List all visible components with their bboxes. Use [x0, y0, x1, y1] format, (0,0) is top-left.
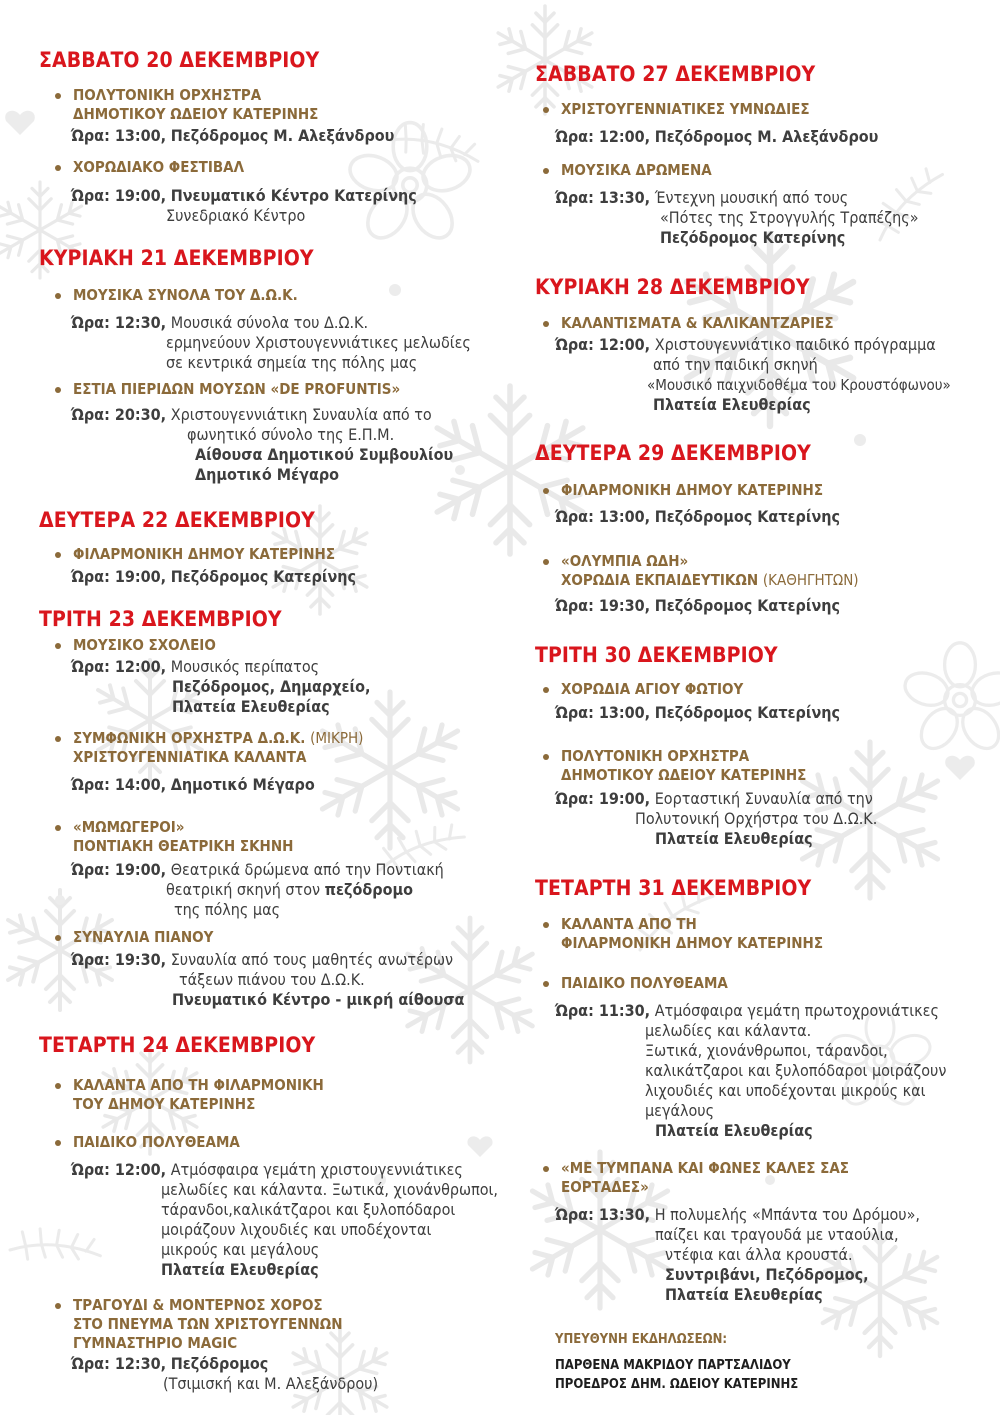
event-title: ΕΟΡΤΑΔΕΣ» — [561, 1178, 649, 1196]
time-label: Ώρα: 12:00, — [71, 657, 167, 676]
event-place: Πεζόδρομος Μ. Αλεξάνδρου — [170, 126, 395, 145]
event-time — [71, 950, 464, 1010]
signature-block — [555, 1331, 798, 1394]
day-heading: ΚΥΡΙΑΚΗ 21 ΔΕΚΕΜΒΡΙΟΥ — [39, 246, 314, 270]
time-label: Ώρα: 12:30, — [71, 313, 167, 332]
event — [53, 928, 213, 947]
event-title: ΧΡΙΣΤΟΥΓΕΝΝΙΑΤΙΚΑ ΚΑΛΑΝΤΑ — [73, 748, 307, 766]
event-title: «ΟΛΥΜΠΙΑ ΩΔΗ» — [561, 552, 689, 570]
event — [53, 545, 335, 564]
event-description: θεατρική σκηνή στον — [166, 880, 321, 899]
event-place: Πεζόδρομος, Δημαρχείο, — [172, 677, 371, 696]
event-description: μοιράζουν λιχουδιές και υποδέχονται — [161, 1220, 432, 1239]
event-description: Ατμόσφαιρα γεμάτη πρωτοχρονιάτικες — [654, 1001, 939, 1020]
event-description: Μουσικά σύνολα του Δ.Ω.Κ. — [170, 313, 369, 332]
event — [53, 86, 318, 124]
event — [53, 1133, 240, 1152]
event-time — [555, 1205, 920, 1305]
event — [53, 636, 216, 655]
event-time — [555, 188, 919, 248]
event-time — [71, 657, 370, 717]
event-description: λιχουδιές και υποδέχονται μικρούς και — [645, 1081, 926, 1100]
event-description: «Μουσικό παιχνιδοθέμα του Κρουστόφωνου» — [647, 376, 951, 394]
event-place: Πλατεία Ελευθερίας — [161, 1260, 319, 1279]
event-title: ΤΡΑΓΟΥΔΙ & ΜΟΝΤΕΡΝΟΣ ΧΟΡΟΣ — [73, 1296, 323, 1314]
event-place: Πεζόδρομος Κατερίνης — [654, 703, 841, 722]
event-time — [71, 186, 417, 206]
event-title: ΧΟΡΩΔΙΑ ΕΚΠΑΙΔΕΥΤΙΚΩΝ — [561, 571, 759, 589]
event-description: ερμηνεύουν Χριστουγεννιάτικες μελωδίες — [166, 333, 471, 352]
time-label: Ώρα: 13:00, — [555, 507, 651, 526]
time-label: Ώρα: 19:00, — [71, 186, 167, 205]
event-time — [71, 126, 394, 146]
event-description: Πολυτονική Ορχήστρα του Δ.Ω.Κ. — [635, 809, 878, 828]
event-title: ΣΥΜΦΩΝΙΚΗ ΟΡΧΗΣΤΡΑ Δ.Ω.Κ. — [73, 729, 306, 747]
event-place: Συντριβάνι, Πεζόδρομος, — [665, 1265, 869, 1284]
event-description: φωνητικό σύνολο της Ε.Π.Μ. — [187, 425, 395, 444]
event-note: (ΜΙΚΡΗ) — [310, 729, 364, 747]
time-label: Ώρα: 19:30, — [71, 950, 167, 969]
time-label: Ώρα: 13:30, — [555, 1205, 651, 1224]
time-label: Ώρα: 11:30, — [555, 1001, 651, 1020]
event-description: Εορταστική Συναυλία από την — [654, 789, 873, 808]
event-description: Συναυλία από τους μαθητές ανωτέρων — [170, 950, 454, 969]
day-heading: ΔΕΥΤΕΡΑ 22 ΔΕΚΕΜΒΡΙΟΥ — [39, 508, 315, 532]
event-description: τάξεων πιάνου του Δ.Ω.Κ. — [179, 970, 365, 989]
event — [541, 481, 823, 500]
event-title: ΚΑΛΑΝΤΙΣΜΑΤΑ & ΚΑΛΙΚΑΝΤΖΑΡΙΕΣ — [561, 314, 834, 332]
event-place: Πλατεία Ελευθερίας — [172, 697, 330, 716]
event — [541, 1159, 849, 1197]
event — [53, 1296, 343, 1353]
event-time — [71, 1354, 378, 1394]
event-time — [71, 405, 453, 485]
event — [53, 286, 298, 305]
event-place: Πλατεία Ελευθερίας — [655, 829, 813, 848]
time-label: Ώρα: 14:00, — [71, 775, 167, 794]
event-description: Χριστουγεννιάτικο παιδικό πρόγραμμα — [654, 335, 936, 354]
event-place: Πεζόδρομος Κατερίνης — [654, 596, 841, 615]
event-title: ΔΗΜΟΤΙΚΟΥ ΩΔΕΙΟΥ ΚΑΤΕΡΙΝΗΣ — [561, 766, 807, 784]
event-place: Πλατεία Ελευθερίας — [653, 395, 811, 414]
event — [53, 1076, 324, 1114]
event-title: ΠΟΝΤΙΑΚΗ ΘΕΑΤΡΙΚΗ ΣΚΗΝΗ — [73, 837, 294, 855]
event-title: ΧΟΡΩΔΙΑ ΑΓΙΟΥ ΦΩΤΙΟΥ — [561, 680, 744, 698]
event — [541, 974, 728, 993]
event — [541, 100, 810, 119]
event-description: τάρανδοι,καλικάτζαροι και ξυλοπόδαροι — [161, 1200, 456, 1219]
event-title: ΦΙΛΑΡΜΟΝΙΚΗ ΔΗΜΟΥ ΚΑΤΕΡΙΝΗΣ — [561, 934, 824, 952]
event-description: Θεατρικά δρώμενα από την Ποντιακή — [170, 860, 444, 879]
event — [541, 552, 859, 590]
event-title: ΦΙΛΑΡΜΟΝΙΚΗ ΔΗΜΟΥ ΚΑΤΕΡΙΝΗΣ — [561, 481, 824, 499]
event-place: Πλατεία Ελευθερίας — [655, 1121, 813, 1140]
event-place: Πεζόδρομος Κατερίνης — [654, 507, 841, 526]
day-heading: ΚΥΡΙΑΚΗ 28 ΔΕΚΕΜΒΡΙΟΥ — [535, 275, 810, 299]
signature-role: ΠΡΟΕΔΡΟΣ ΔΗΜ. ΩΔΕΙΟΥ ΚΑΤΕΡΙΝΗΣ — [555, 1377, 799, 1392]
event-time — [555, 789, 877, 849]
event — [53, 158, 244, 177]
event-title: ΤΟΥ ΔΗΜΟΥ ΚΑΤΕΡΙΝΗΣ — [73, 1095, 256, 1113]
event-description: μελωδίες και κάλαντα. — [645, 1021, 812, 1040]
event — [541, 161, 712, 180]
event-place: Δημοτικό Μέγαρο — [170, 775, 315, 794]
event-description: μεγάλους — [645, 1101, 715, 1120]
event-title: ΜΟΥΣΙΚΟ ΣΧΟΛΕΙΟ — [73, 636, 216, 654]
day-heading: ΔΕΥΤΕΡΑ 29 ΔΕΚΕΜΒΡΙΟΥ — [535, 441, 811, 465]
time-label: Ώρα: 19:30, — [555, 596, 651, 615]
event-place: Πλατεία Ελευθερίας — [665, 1285, 823, 1304]
event-title: ΣΤΟ ΠΝΕΥΜΑ ΤΩΝ ΧΡΙΣΤΟΥΓΕΝΝΩΝ — [73, 1315, 343, 1333]
signature-name: ΠΑΡΘΕΝΑ ΜΑΚΡΙΔΟΥ ΠΑΡΤΣΑΛΙΔΟΥ — [555, 1358, 791, 1373]
event-title: ΜΟΥΣΙΚΑ ΣΥΝΟΛΑ ΤΟΥ Δ.Ω.Κ. — [73, 286, 298, 304]
signature-heading: ΥΠΕΥΘΥΝΗ ΕΚΔΗΛΩΣΕΩΝ: — [555, 1332, 728, 1347]
time-label: Ώρα: 20:30, — [71, 405, 167, 424]
event-description: Η πολυμελής «Μπάντα του Δρόμου», — [654, 1205, 920, 1224]
event-description: Μουσικός περίπατος — [170, 657, 320, 676]
event — [53, 729, 363, 767]
event — [541, 747, 806, 785]
event — [53, 818, 293, 856]
event-title: «ΜΕ ΤΥΜΠΑΝΑ ΚΑΙ ΦΩΝΕΣ ΚΑΛΕΣ ΣΑΣ — [561, 1159, 850, 1177]
event-title: ΕΣΤΙΑ ΠΙΕΡΙΔΩΝ ΜΟΥΣΩΝ «DE PROFUNTIS» — [73, 380, 401, 398]
event-description: μικρούς και μεγάλους — [161, 1240, 320, 1259]
event — [53, 380, 400, 399]
event-description: σε κεντρικά σημεία της πόλης μας — [166, 353, 418, 372]
event-description: Χριστουγεννιάτικη Συναυλία από το — [170, 405, 432, 424]
event — [541, 314, 834, 333]
day-heading: ΤΕΤΑΡΤΗ 31 ΔΕΚΕΜΒΡΙΟΥ — [535, 876, 812, 900]
event — [541, 915, 823, 953]
event-description: Έντεχνη μουσική από τους — [654, 188, 849, 207]
event-time — [71, 313, 471, 373]
event-title: ΠΑΙΔΙΚΟ ΠΟΛΥΘΕΑΜΑ — [73, 1133, 240, 1151]
time-label: Ώρα: 13:30, — [555, 188, 651, 207]
event-title: ΚΑΛΑΝΤΑ ΑΠΟ ΤΗ — [561, 915, 697, 933]
event-description: παίζει και τραγουδά με νταούλια, — [655, 1225, 899, 1244]
day-heading: ΤΡΙΤΗ 23 ΔΕΚΕΜΒΡΙΟΥ — [39, 607, 282, 631]
event-place: Πεζόδρομος Μ. Αλεξάνδρου — [654, 127, 879, 146]
event-description: ντέφια και άλλα κρουστά. — [665, 1245, 853, 1264]
event-title: ΠΟΛΥΤΟΝΙΚΗ ΟΡΧΗΣΤΡΑ — [73, 86, 262, 104]
event-description: «Πότες της Στρογγυλής Τραπέζης» — [660, 208, 919, 227]
day-heading: ΣΑΒΒΑΤΟ 20 ΔΕΚΕΜΒΡΙΟΥ — [39, 48, 320, 72]
time-label: Ώρα: 19:00, — [555, 789, 651, 808]
event-time — [555, 1001, 946, 1141]
event — [541, 680, 743, 699]
event-title: ΧΡΙΣΤΟΥΓΕΝΝΙΑΤΙΚΕΣ ΥΜΝΩΔΙΕΣ — [561, 100, 810, 118]
time-label: Ώρα: 12:00, — [555, 127, 651, 146]
event-time — [71, 1160, 498, 1280]
event-description: Ξωτικά, χιονάνθρωποι, τάρανδοι, — [645, 1041, 888, 1060]
time-label: Ώρα: 13:00, — [555, 703, 651, 722]
event-place: Αίθουσα Δημοτικού Συμβουλίου — [195, 445, 454, 464]
event-place: Πεζόδρομος — [170, 1354, 269, 1373]
event-place: Πεζόδρομος Κατερίνης — [170, 567, 357, 586]
day-heading: ΣΑΒΒΑΤΟ 27 ΔΕΚΕΜΒΡΙΟΥ — [535, 62, 816, 86]
event-place: Πνευματικό Κέντρο - μικρή αίθουσα — [172, 990, 465, 1009]
event-description: από την παιδική σκηνή — [653, 355, 818, 374]
event-time — [71, 567, 356, 587]
event-title: ΔΗΜΟΤΙΚΟΥ ΩΔΕΙΟΥ ΚΑΤΕΡΙΝΗΣ — [73, 105, 319, 123]
event-description: μελωδίες και κάλαντα. Ξωτικά, χιονάνθρωποι, — [161, 1180, 498, 1199]
day-heading: ΤΕΤΑΡΤΗ 24 ΔΕΚΕΜΒΡΙΟΥ — [39, 1033, 316, 1057]
time-label: Ώρα: 12:00, — [555, 335, 651, 354]
event-description: Ατμόσφαιρα γεμάτη χριστουγεννιάτικες — [170, 1160, 463, 1179]
event-title: ΜΟΥΣΙΚΑ ΔΡΩΜΕΝΑ — [561, 161, 712, 179]
event-place: Πνευματικό Κέντρο Κατερίνης — [170, 186, 417, 205]
event-place: Δημοτικό Μέγαρο — [195, 465, 340, 484]
event-time — [555, 127, 878, 147]
event-title: ΚΑΛΑΝΤΑ ΑΠΟ ΤΗ ΦΙΛΑΡΜΟΝΙΚΗ — [73, 1076, 324, 1094]
event-time — [71, 775, 315, 795]
event-title: ΣΥΝΑΥΛΙΑ ΠΙΑΝΟΥ — [73, 928, 214, 946]
event-title: «ΜΩΜΩΓΕΡΟΙ» — [73, 818, 185, 836]
event-time — [555, 596, 840, 616]
event-time — [71, 860, 444, 920]
time-label: Ώρα: 19:00, — [71, 860, 167, 879]
event-title: ΠΟΛΥΤΟΝΙΚΗ ΟΡΧΗΣΤΡΑ — [561, 747, 750, 765]
event-time — [555, 335, 951, 415]
event-title: ΧΟΡΩΔΙΑΚΟ ΦΕΣΤΙΒΑΛ — [73, 158, 245, 176]
event-subplace: Συνεδριακό Κέντρο — [166, 206, 306, 225]
event-note: (ΚΑΘΗΓΗΤΩΝ) — [762, 571, 859, 589]
event-place: Πεζόδρομος Κατερίνης — [660, 228, 846, 247]
event-time — [555, 507, 840, 527]
time-label: Ώρα: 12:00, — [71, 1160, 167, 1179]
time-label: Ώρα: 19:00, — [71, 567, 167, 586]
event-description: της πόλης μας — [174, 900, 281, 919]
event-title: ΠΑΙΔΙΚΟ ΠΟΛΥΘΕΑΜΑ — [561, 974, 728, 992]
time-label: Ώρα: 13:00, — [71, 126, 167, 145]
event-subplace: (Τσιμισκή και Μ. Αλεξάνδρου) — [163, 1374, 379, 1393]
time-label: Ώρα: 12:30, — [71, 1354, 167, 1373]
event-place: πεζόδρομο — [324, 880, 413, 899]
event-title: ΦΙΛΑΡΜΟΝΙΚΗ ΔΗΜΟΥ ΚΑΤΕΡΙΝΗΣ — [73, 545, 336, 563]
event-title: ΓΥΜΝΑΣΤΗΡΙΟ MAGIC — [73, 1334, 238, 1352]
event-time — [555, 703, 840, 723]
event-description: καλικάτζαροι και ξυλοπόδαροι μοιράζουν — [645, 1061, 947, 1080]
day-heading: ΤΡΙΤΗ 30 ΔΕΚΕΜΒΡΙΟΥ — [535, 643, 778, 667]
